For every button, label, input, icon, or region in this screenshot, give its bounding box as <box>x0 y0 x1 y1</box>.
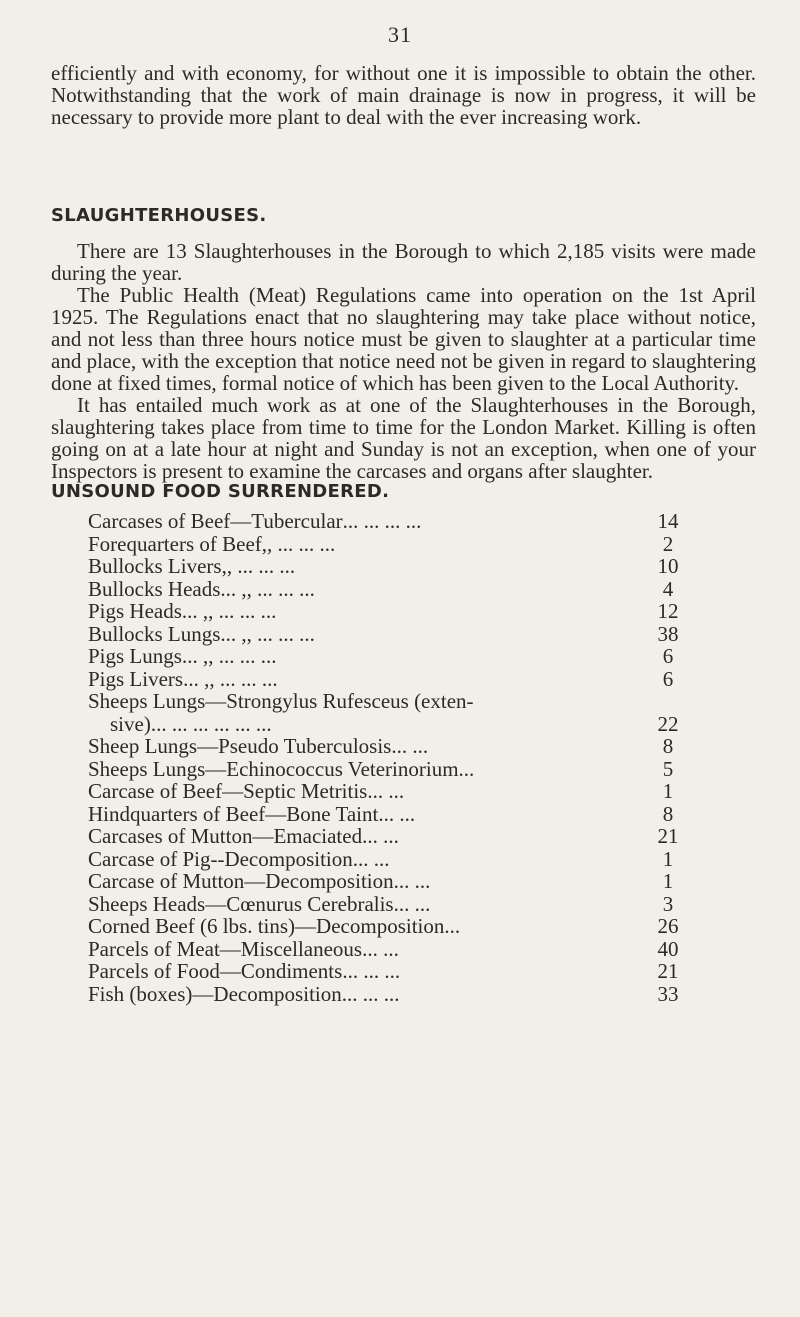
item-count <box>648 690 688 713</box>
item-count: 22 <box>657 711 679 736</box>
list-item <box>88 555 688 578</box>
leader-dots: ... ... <box>367 779 405 803</box>
item-count: 10 <box>657 554 679 578</box>
item-description: Parcels of Food—Condiments <box>88 959 343 983</box>
leader-dots: ,, ... ... ... <box>261 531 336 556</box>
item-count: 38 <box>657 621 679 646</box>
list-item <box>88 848 688 871</box>
slaughterhouses-heading: SLAUGHTERHOUSES. <box>51 205 267 226</box>
item-description: Bullocks Heads <box>88 576 221 601</box>
item-count: 1 <box>662 869 674 893</box>
page-number: 31 <box>388 22 412 47</box>
leader-dots: ... ... ... <box>341 981 400 1006</box>
item-count: 6 <box>662 666 674 691</box>
list-item <box>88 578 688 601</box>
item-count: 40 <box>657 936 679 961</box>
list-item <box>88 758 688 781</box>
item-description: Bullocks Livers <box>88 554 222 578</box>
list-item <box>88 803 688 826</box>
slaughterhouses-paragraph-2: The Public Health (Meat) Regulations came into operation on the 1st April 1925. The Regulations enact that no slaughtering may take place without notice, and not less than three hours notice must be given to slaughter at a particular time and place, with the exception that notice need not be given in regard to slaughtering done at fixed times, formal notice of which has been given to the Local Authority. <box>51 283 756 395</box>
item-description: Carcase of Pig--Decomposition <box>88 846 353 871</box>
leader-dots: ... ,, ... ... ... <box>181 644 277 668</box>
item-description: Sheep Lungs—Pseudo Tuberculosis <box>88 734 392 758</box>
list-item <box>88 938 688 961</box>
opening-paragraph <box>51 62 756 128</box>
list-item <box>88 690 688 713</box>
item-count: 12 <box>657 599 679 623</box>
leader-dots: ... ... ... <box>342 959 401 983</box>
item-count: 1 <box>662 846 674 871</box>
item-description: Carcases of Mutton—Emaciated <box>88 824 363 848</box>
item-count: 21 <box>657 959 679 983</box>
item-description: Carcase of Beef—Septic Metritis <box>88 779 368 803</box>
item-count: 33 <box>657 981 679 1006</box>
list-item <box>88 780 688 803</box>
slaughterhouses-paragraph-3: It has entailed much work as at one of the Slaughterhouses in the Borough, slaughtering takes place from time to time for the London Market. Killing is often going on at a late hour at night and Sunday is not an exception, when one of your Inspectors is present to examine the carcases and organs after slaughter. <box>51 393 756 483</box>
item-description: Corned Beef (6 lbs. tins)—Decomposition <box>88 914 445 938</box>
list-item <box>88 623 688 646</box>
leader-dots: ... ,, ... ... ... <box>220 576 315 601</box>
leader-dots: ... ... <box>393 869 431 893</box>
item-count: 4 <box>662 576 674 601</box>
leader-dots: ... ... <box>352 846 390 871</box>
leader-dots: ... ... <box>393 891 431 916</box>
item-description: Sheeps Lungs—Echinococcus Veterinorium <box>88 756 459 781</box>
leader-dots: ... ... <box>362 824 399 848</box>
list-item <box>88 960 688 983</box>
item-description: Parcels of Meat—Miscellaneous <box>88 936 363 961</box>
leader-dots: ... ... ... ... ... ... <box>150 711 272 736</box>
list-item <box>88 533 688 556</box>
item-count: 14 <box>657 509 679 533</box>
item-description: Carcases of Beef—Tubercular <box>88 509 343 533</box>
unsound-food-heading: UNSOUND FOOD SURRENDERED. <box>51 481 390 502</box>
leader-dots: ... ... <box>391 734 429 758</box>
item-description: sive) <box>110 711 151 736</box>
leader-dots: ... ... ... ... <box>342 509 422 533</box>
list-item <box>88 983 688 1006</box>
leader-dots: ,, ... ... ... <box>221 554 296 578</box>
item-description: Carcase of Mutton—Decomposition <box>88 869 394 893</box>
leader-dots <box>474 690 648 713</box>
item-description: Fish (boxes)—Decomposition <box>88 981 342 1006</box>
item-description: Pigs Heads <box>88 599 182 623</box>
list-item <box>88 668 688 691</box>
list-item <box>88 825 688 848</box>
item-count: 8 <box>662 801 674 826</box>
leader-dots: ... ,, ... ... ... <box>183 666 278 691</box>
item-count: 5 <box>662 756 674 781</box>
item-count: 26 <box>657 914 679 938</box>
leader-dots: ... ... <box>378 801 416 826</box>
list-item <box>88 510 688 533</box>
list-item <box>88 713 688 736</box>
item-description: Pigs Livers <box>88 666 184 691</box>
list-item <box>88 915 688 938</box>
item-count: 2 <box>662 531 674 556</box>
list-item <box>88 893 688 916</box>
slaughterhouses-section <box>51 240 756 482</box>
leader-dots: ... ,, ... ... ... <box>181 599 277 623</box>
unsound-food-list <box>88 510 688 1005</box>
list-item <box>88 645 688 668</box>
item-count: 3 <box>662 891 674 916</box>
list-item <box>88 870 688 893</box>
item-description: Forequarters of Beef <box>88 531 262 556</box>
item-description: Pigs Lungs <box>88 644 182 668</box>
item-count: 6 <box>662 644 674 668</box>
leader-dots: ... <box>444 914 461 938</box>
list-item <box>88 735 688 758</box>
item-description: Hindquarters of Beef—Bone Taint <box>88 801 379 826</box>
item-description: Bullocks Lungs <box>88 621 221 646</box>
item-count: 8 <box>662 734 674 758</box>
item-description: Sheeps Heads—Cœnurus Cerebralis <box>88 891 394 916</box>
leader-dots: ... <box>458 756 475 781</box>
item-count: 21 <box>657 824 679 848</box>
item-count: 1 <box>662 779 674 803</box>
item-description: Sheeps Lungs—Strongylus Rufesceus (exten- <box>88 689 474 713</box>
leader-dots: ... ,, ... ... ... <box>220 621 315 646</box>
slaughterhouses-paragraph-1: There are 13 Slaughterhouses in the Borough to which 2,185 visits were made during the year. <box>51 239 756 285</box>
paragraph-text: efficiently and with economy, for without one it is impossible to obtain the other. Notwithstanding that the work of main drainage is now in progress, it will be necessary to provide more plant to deal with the ever increasing work. <box>51 61 756 129</box>
leader-dots: ... ... <box>362 936 399 961</box>
list-item <box>88 600 688 623</box>
